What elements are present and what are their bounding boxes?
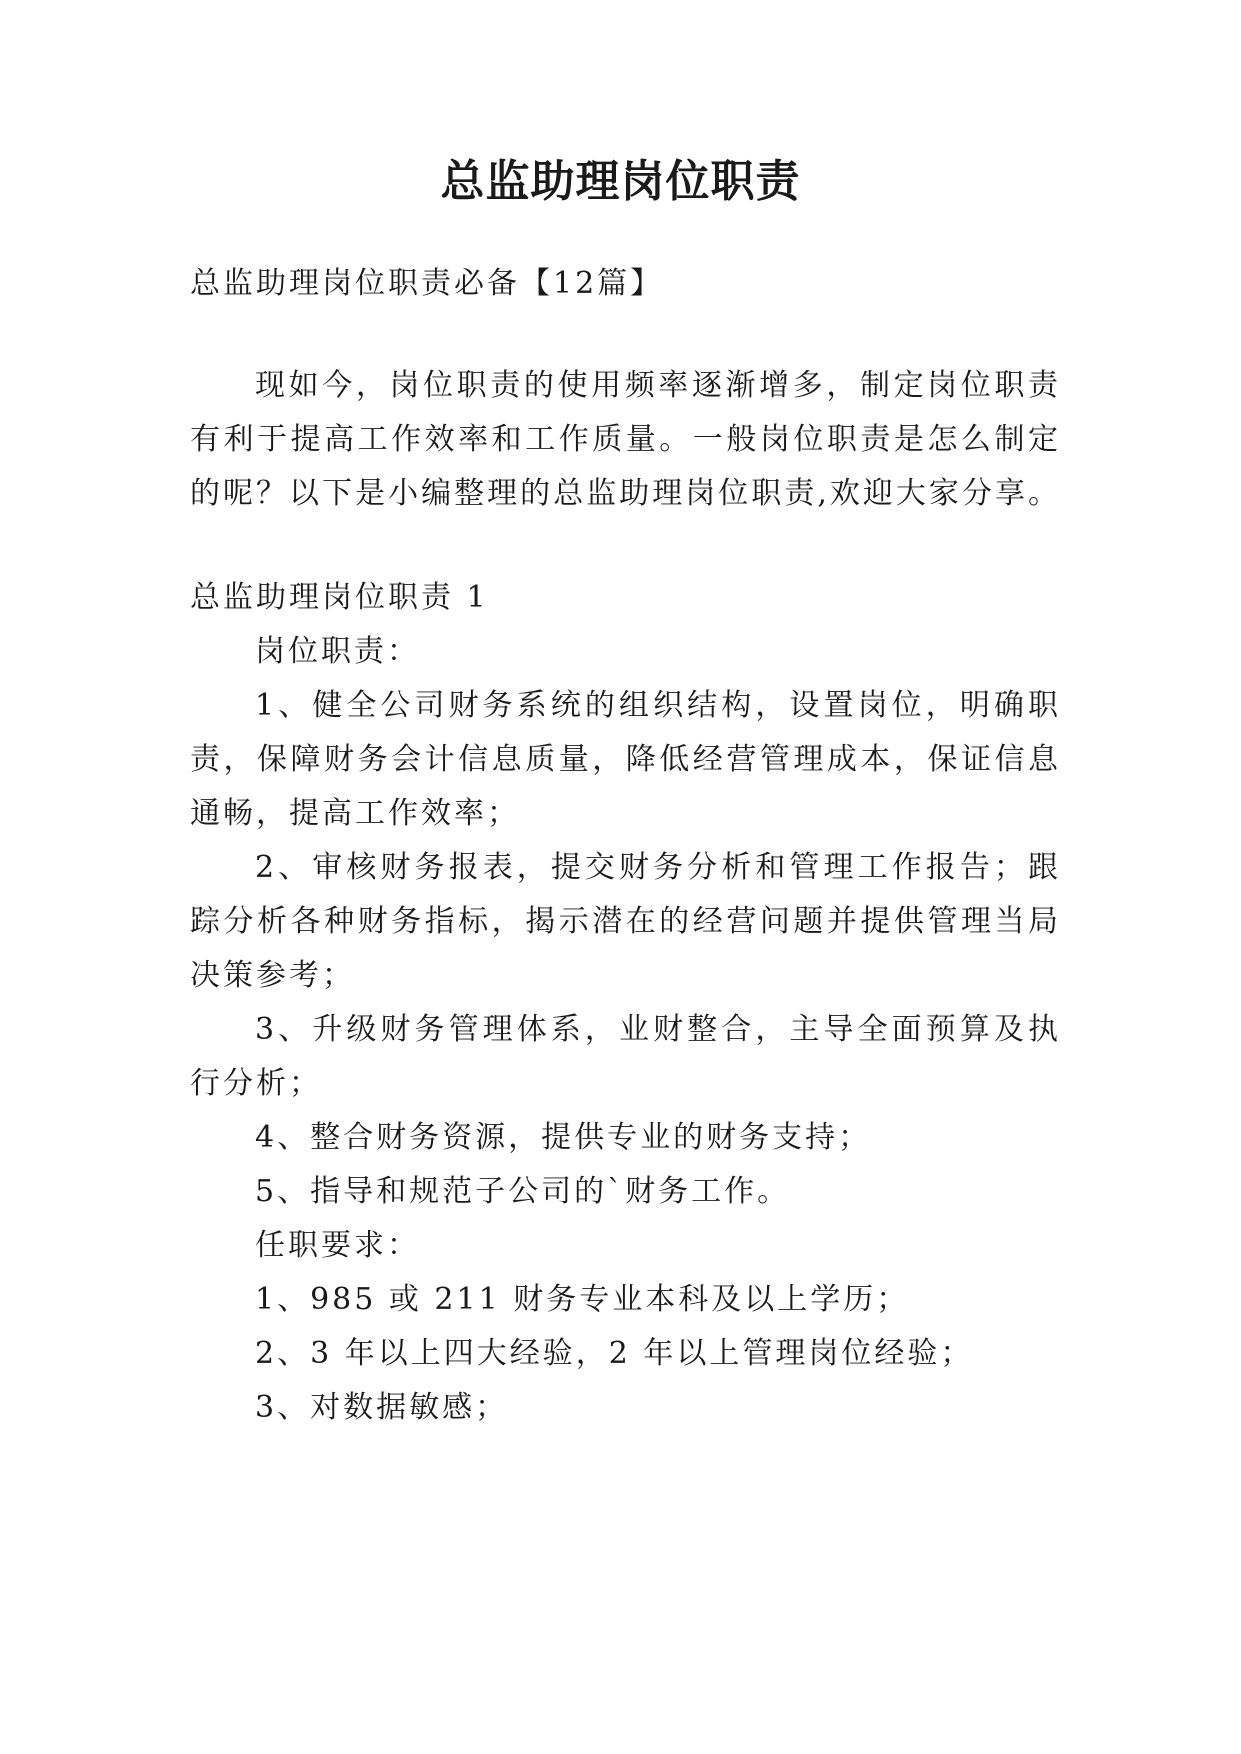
duty-2-line-3: 决策参考； <box>190 958 355 993</box>
intro-line-3: 的呢？以下是小编整理的总监助理岗位职责,欢迎大家分享。 <box>190 476 1058 511</box>
duties-label: 岗位职责： <box>255 634 420 669</box>
duty-3-line-2: 行分析； <box>190 1066 322 1101</box>
duty-1-line-1: 1、健全公司财务系统的组织结构，设置岗位，明确职 <box>255 688 1058 723</box>
document-subtitle: 总监助理岗位职责必备【12篇】 <box>190 266 664 301</box>
duty-2-line-2: 踪分析各种财务指标，揭示潜在的经营问题并提供管理当局 <box>190 904 1058 939</box>
document-title: 总监助理岗位职责 <box>440 156 801 207</box>
duty-1-line-3: 通畅，提高工作效率； <box>190 796 520 831</box>
requirements-label: 任职要求： <box>255 1228 420 1263</box>
requirement-3: 3、对数据敏感； <box>255 1390 509 1425</box>
intro-line-1: 现如今，岗位职责的使用频率逐渐增多，制定岗位职责 <box>255 368 1058 403</box>
duty-2-line-1: 2、审核财务报表，提交财务分析和管理工作报告；跟 <box>255 850 1058 885</box>
intro-line-2: 有利于提高工作效率和工作质量。一般岗位职责是怎么制定 <box>190 422 1058 457</box>
section-heading: 总监助理岗位职责 1 <box>190 580 489 615</box>
duty-5: 5、指导和规范子公司的`财务工作。 <box>255 1174 791 1209</box>
requirement-1: 1、985 或 211 财务专业本科及以上学历； <box>255 1282 910 1317</box>
duty-3-line-1: 3、升级财务管理体系，业财整合，主导全面预算及执 <box>255 1012 1058 1047</box>
requirement-2: 2、3 年以上四大经验，2 年以上管理岗位经验； <box>255 1336 974 1371</box>
duty-4: 4、整合财务资源，提供专业的财务支持； <box>255 1120 872 1155</box>
duty-1-line-2: 责，保障财务会计信息质量，降低经营管理成本，保证信息 <box>190 742 1058 777</box>
